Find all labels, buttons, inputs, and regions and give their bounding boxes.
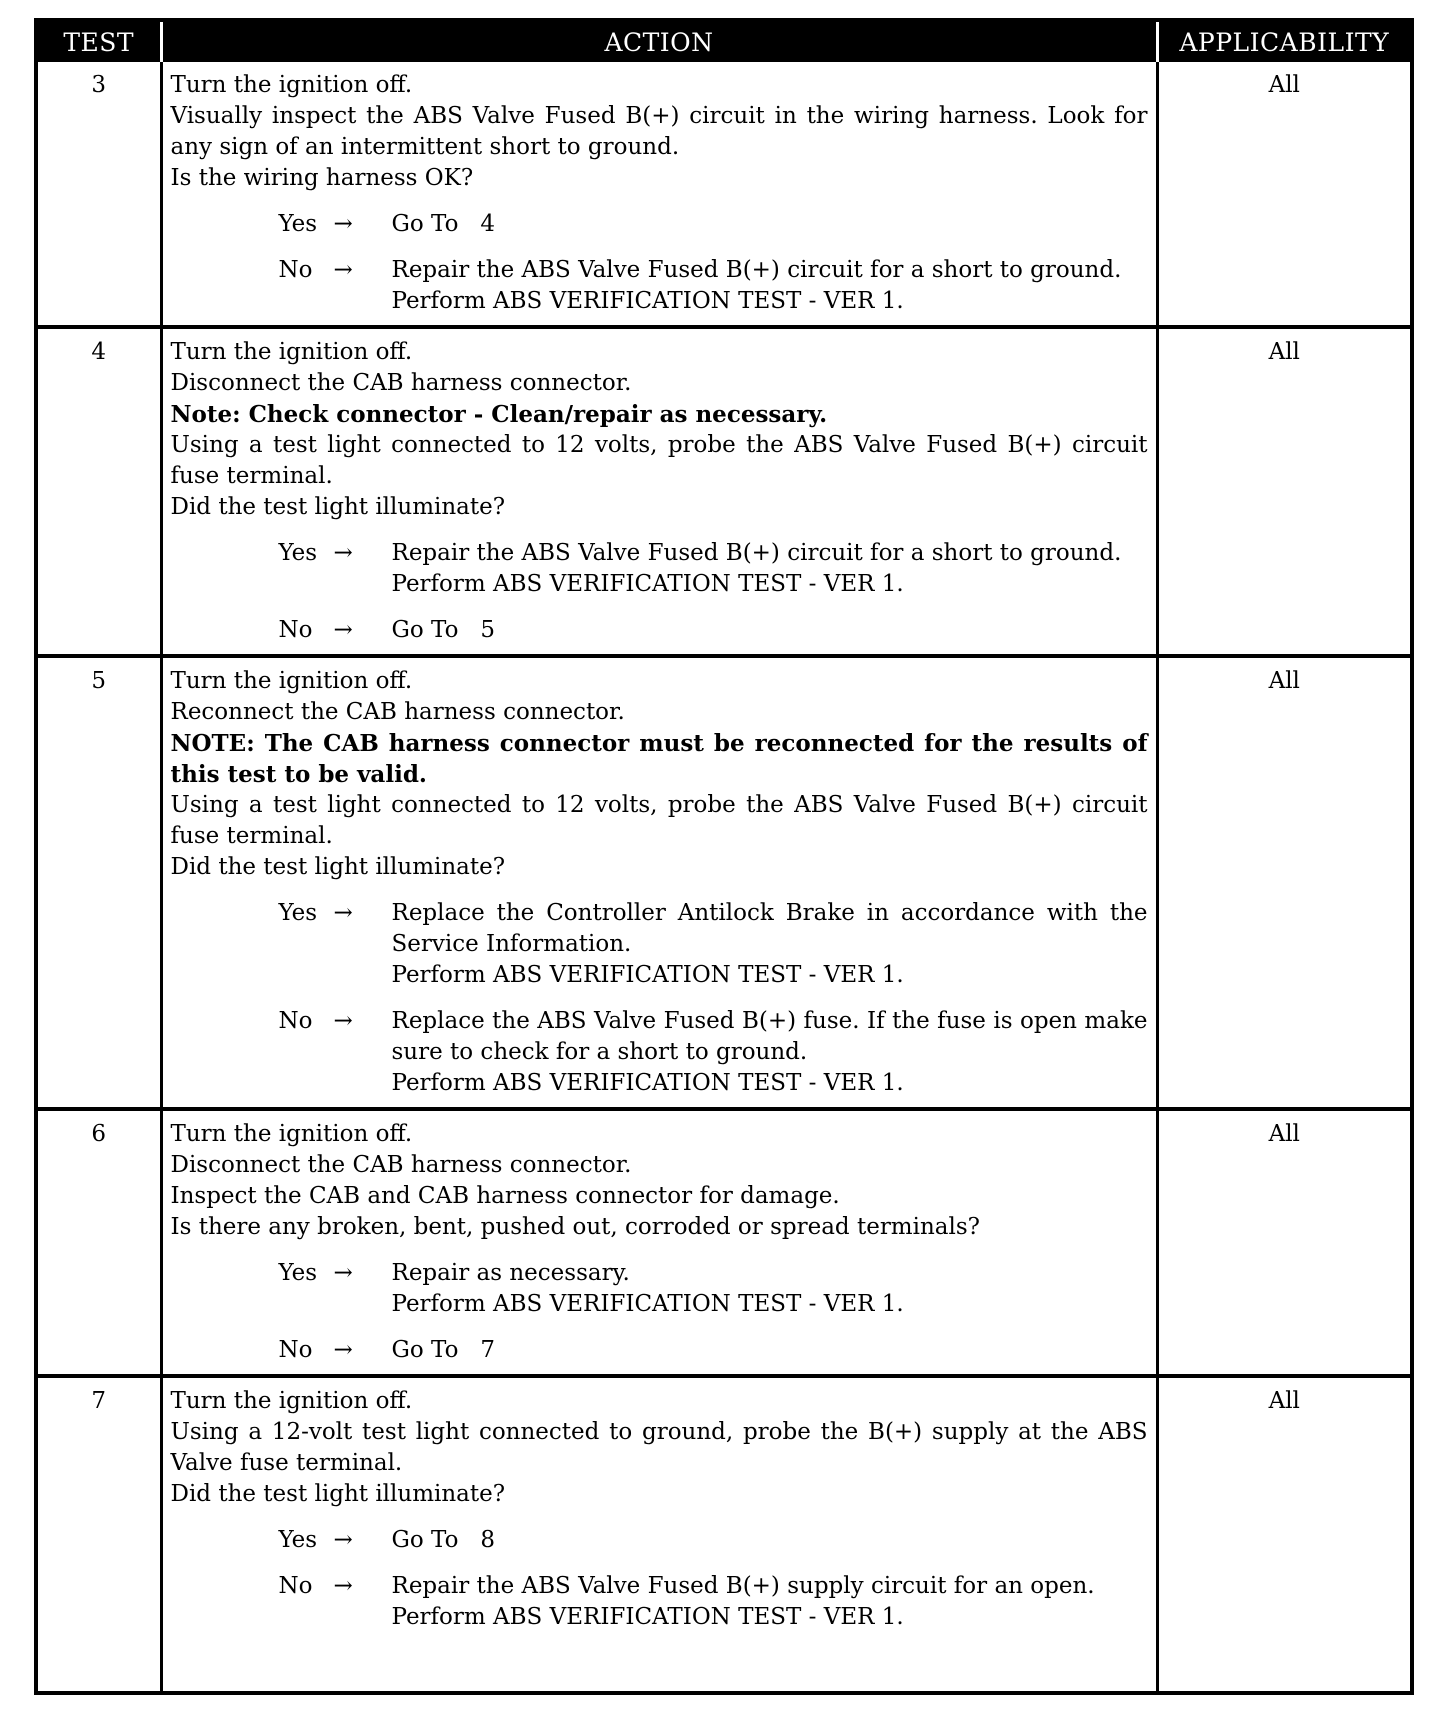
yes-result [392, 538, 1148, 600]
applicability-value: All [1157, 656, 1410, 1109]
yes-outcome [171, 209, 1148, 240]
no-result [392, 255, 1148, 317]
action-step: Turn the ignition off. [170, 72, 413, 98]
action-step: Reconnect the CAB harness connector. [170, 699, 625, 725]
applicability-value: All [1157, 62, 1410, 327]
result-text: Perform ABS VERIFICATION TEST - VER 1. [391, 288, 904, 314]
no-outcome [171, 1335, 1148, 1366]
yes-result [392, 1258, 1148, 1320]
goto-link[interactable]: Go To 7 [391, 1337, 495, 1363]
arrow-icon: → [333, 211, 353, 237]
test-number: 6 [38, 1109, 161, 1376]
test-row-4 [38, 327, 1410, 656]
no-label: No [278, 257, 313, 283]
result-text: Perform ABS VERIFICATION TEST - VER 1. [391, 571, 904, 597]
action-cell [161, 1109, 1157, 1376]
result-text: Repair the ABS Valve Fused B(+) supply circuit for an open. [391, 1573, 1095, 1599]
arrow-icon: → [333, 617, 353, 643]
header-applicability: APPLICABILITY [1157, 22, 1410, 62]
header-test: TEST [38, 22, 161, 62]
arrow-icon: → [333, 1573, 353, 1599]
result-text: Perform ABS VERIFICATION TEST - VER 1. [391, 1291, 904, 1317]
header-row [38, 22, 1410, 62]
no-label: No [278, 1008, 313, 1034]
result-text: Perform ABS VERIFICATION TEST - VER 1. [391, 1604, 904, 1630]
yes-result [392, 898, 1148, 991]
test-row-3 [38, 62, 1410, 327]
test-number: 7 [38, 1376, 161, 1691]
action-step: Visually inspect the ABS Valve Fused B(+) circuit in the wiring harness. Look for any sign of an intermittent short to ground. [170, 103, 1148, 160]
result-text: Perform ABS VERIFICATION TEST - VER 1. [391, 962, 904, 988]
action-step: Using a 12-volt test light connected to ground, probe the B(+) supply at the ABS Valve fuse terminal. [170, 1419, 1148, 1476]
no-result [392, 1006, 1148, 1099]
action-question: Is there any broken, bent, pushed out, corroded or spread terminals? [170, 1214, 980, 1240]
applicability-value: All [1157, 1376, 1410, 1691]
no-label: No [278, 617, 313, 643]
test-row-7 [38, 1376, 1410, 1691]
no-result [392, 1571, 1148, 1633]
action-question: Is the wiring harness OK? [170, 165, 474, 191]
action-step: Disconnect the CAB harness connector. [170, 370, 632, 396]
arrow-icon: → [333, 1527, 353, 1553]
no-outcome [171, 255, 1148, 317]
applicability-value: All [1157, 1109, 1410, 1376]
result-text: Repair the ABS Valve Fused B(+) circuit for a short to ground. [391, 540, 1122, 566]
arrow-icon: → [333, 900, 353, 926]
goto-link[interactable]: Go To 4 [391, 211, 495, 237]
note-text: Note: Check connector - Clean/repair as necessary. [170, 401, 828, 428]
result-text: Repair the ABS Valve Fused B(+) circuit for a short to ground. [391, 257, 1122, 283]
arrow-icon: → [333, 1260, 353, 1286]
test-number: 3 [91, 72, 107, 98]
yes-label: Yes [278, 540, 318, 566]
yes-label: Yes [278, 211, 318, 237]
arrow-icon: → [333, 1337, 353, 1363]
action-step: Turn the ignition off. [170, 1388, 413, 1414]
no-label: No [278, 1337, 313, 1363]
action-cell [161, 327, 1157, 656]
test-table [38, 22, 1410, 1691]
yes-result [392, 209, 1148, 240]
action-cell [161, 1376, 1157, 1691]
result-text: Perform ABS VERIFICATION TEST - VER 1. [391, 1070, 904, 1096]
no-result [392, 1335, 1148, 1366]
goto-link[interactable]: Go To 8 [391, 1527, 495, 1553]
yes-outcome [171, 538, 1148, 600]
action-question: Did the test light illuminate? [170, 1481, 506, 1507]
result-text: Replace the Controller Antilock Brake in accordance with the Service Information. [391, 900, 1148, 957]
diagnostic-test-table [34, 18, 1414, 1695]
result-text: Repair as necessary. [391, 1260, 630, 1286]
no-outcome [171, 1571, 1148, 1633]
action-step: Disconnect the CAB harness connector. [170, 1152, 632, 1178]
yes-result [392, 1525, 1148, 1556]
action-step: Turn the ignition off. [170, 339, 413, 365]
action-step: Turn the ignition off. [170, 1121, 413, 1147]
header-action: ACTION [161, 22, 1157, 62]
no-outcome [171, 615, 1148, 646]
test-row-6 [38, 1109, 1410, 1376]
yes-outcome [171, 898, 1148, 991]
goto-link[interactable]: Go To 5 [391, 617, 495, 643]
applicability-value: All [1157, 327, 1410, 656]
test-number: 5 [38, 656, 161, 1109]
action-step: Inspect the CAB and CAB harness connector for damage. [170, 1183, 840, 1209]
action-step: Turn the ignition off. [170, 668, 413, 694]
yes-label: Yes [278, 900, 318, 926]
arrow-icon: → [333, 257, 353, 283]
action-question: Did the test light illuminate? [170, 854, 506, 880]
action-question: Did the test light illuminate? [170, 494, 506, 520]
yes-label: Yes [278, 1260, 318, 1286]
action-step: Using a test light connected to 12 volts, probe the ABS Valve Fused B(+) circuit fuse terminal. [170, 432, 1148, 489]
action-cell [161, 62, 1157, 327]
test-row-5 [38, 656, 1410, 1109]
test-number: 4 [38, 327, 161, 656]
note-text: NOTE: The CAB harness connector must be reconnected for the results of this test to be valid. [170, 730, 1148, 788]
yes-outcome [171, 1258, 1148, 1320]
yes-outcome [171, 1525, 1148, 1556]
arrow-icon: → [333, 540, 353, 566]
action-cell [161, 656, 1157, 1109]
result-text: Replace the ABS Valve Fused B(+) fuse. If the fuse is open make sure to check for a short to ground. [391, 1008, 1148, 1065]
action-step: Using a test light connected to 12 volts, probe the ABS Valve Fused B(+) circuit fuse terminal. [170, 792, 1148, 849]
no-label: No [278, 1573, 313, 1599]
no-result [392, 615, 1148, 646]
no-outcome [171, 1006, 1148, 1099]
arrow-icon: → [333, 1008, 353, 1034]
yes-label: Yes [278, 1527, 318, 1553]
